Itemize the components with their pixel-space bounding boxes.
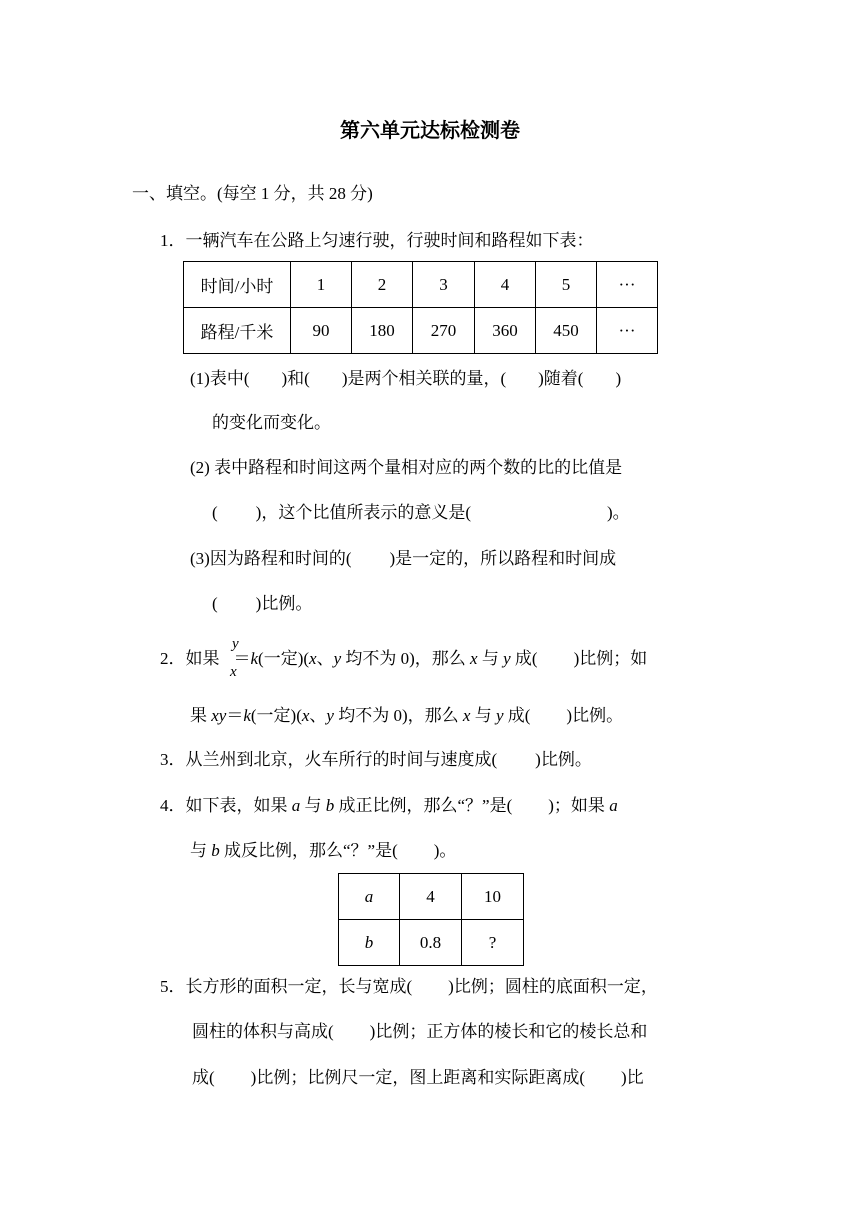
text-run: (1)表中( <box>190 369 250 388</box>
table-cell: a <box>339 874 400 920</box>
text-run: 成反比例，那么“？”是( <box>219 841 398 860</box>
text-run: 与 <box>190 841 212 860</box>
fraction-denominator: x <box>230 664 237 680</box>
table-row <box>184 262 658 308</box>
text-run: 与 <box>477 649 504 668</box>
table-cell: 时间/小时 <box>184 262 291 308</box>
q3-line <box>160 749 592 771</box>
q4-line2 <box>190 840 456 862</box>
q1-part3-line1 <box>190 548 616 570</box>
table-cell: ··· <box>597 262 658 308</box>
variable: y <box>495 706 504 725</box>
text-run: (一定)( <box>258 649 310 668</box>
table-cell: 1 <box>291 262 352 308</box>
text-run: ＝ <box>233 649 251 668</box>
q1-part2-line2 <box>212 502 630 524</box>
table-cell: 3 <box>413 262 475 308</box>
text-run: ) <box>615 369 622 388</box>
text-run: 成( <box>510 649 538 668</box>
text-run: )是一定的，所以路程和时间成 <box>389 549 617 568</box>
table-cell: 0.8 <box>400 920 462 966</box>
q1-table <box>183 261 658 354</box>
text-run: 与 <box>470 706 496 725</box>
text-run: 、 <box>309 706 327 725</box>
text-run: 果 <box>190 706 212 725</box>
text-run: 、 <box>316 649 334 668</box>
table-cell: 路程/千米 <box>184 308 291 354</box>
text-run: )。 <box>433 841 457 860</box>
q1-part3-line2 <box>212 593 312 615</box>
text-run: 5．长方形的面积一定，长与宽成( <box>160 977 413 996</box>
section-heading: 一、填空。(每空 1 分，共 28 分) <box>132 184 373 203</box>
text-run: )比例。 <box>535 750 592 769</box>
text-run: )，这个比值所表示的意义是( <box>255 503 471 522</box>
text-run: 2．如果 <box>160 649 220 668</box>
variable: y <box>503 649 511 668</box>
table-row <box>184 308 658 354</box>
table-row <box>339 874 524 920</box>
variable: b <box>325 796 335 815</box>
table-cell: 4 <box>475 262 536 308</box>
q1-part1-line1 <box>190 368 621 390</box>
q2-line1 <box>160 648 647 670</box>
q2-line2 <box>190 705 623 727</box>
q1-part2-line1: (2) 表中路程和时间这两个量相对应的两个数的比的比值是 <box>190 458 623 477</box>
text-run: 与 <box>300 796 326 815</box>
table-row <box>339 920 524 966</box>
text-run: )比例。 <box>255 594 313 613</box>
text-run: )比例。 <box>566 706 624 725</box>
variable: a <box>609 796 618 815</box>
text-run: (一定)( <box>250 706 302 725</box>
q4-line1 <box>160 795 618 817</box>
table-cell: 360 <box>475 308 536 354</box>
table-cell: 2 <box>352 262 413 308</box>
text-run: )比例；正方体的棱长和它的棱长总和 <box>369 1022 648 1041</box>
table-cell: 180 <box>352 308 413 354</box>
table-cell: b <box>339 920 400 966</box>
text-run: )比例；比例尺一定，图上距离和实际距离成( <box>250 1068 585 1087</box>
text-run: )比 <box>621 1068 644 1087</box>
text-run: 成正比例，那么“？”是( <box>334 796 513 815</box>
variable: b <box>211 841 220 860</box>
variable: x <box>301 706 310 725</box>
text-run: 均不为 0)，那么 <box>341 649 471 668</box>
variable: a <box>291 796 301 815</box>
text-run: )是两个相关联的量，( <box>341 369 507 388</box>
q5-line2 <box>192 1021 647 1043</box>
text-run: 成( <box>192 1068 215 1087</box>
text-run: ( <box>212 594 218 613</box>
text-run: )随着( <box>538 369 584 388</box>
q5-line1 <box>160 976 658 998</box>
text-run: 成( <box>503 706 531 725</box>
variable: k <box>243 706 251 725</box>
text-run: )比例；如 <box>573 649 648 668</box>
table-cell: 450 <box>536 308 597 354</box>
variable: xy <box>211 706 227 725</box>
fraction-numerator: y <box>232 636 239 652</box>
variable: x <box>309 649 317 668</box>
text-run: 圆柱的体积与高成( <box>192 1022 334 1041</box>
text-run: ＝ <box>226 706 244 725</box>
table-cell: 5 <box>536 262 597 308</box>
text-run: ( <box>212 503 218 522</box>
variable: x <box>470 649 478 668</box>
table-cell: 270 <box>413 308 475 354</box>
q1-part1-line2: 的变化而变化。 <box>212 413 331 432</box>
table-cell: 4 <box>400 874 462 920</box>
text-run: 均不为 0)，那么 <box>333 706 463 725</box>
q4-table <box>338 873 524 966</box>
text-run: )。 <box>607 503 630 522</box>
table-cell: 90 <box>291 308 352 354</box>
variable: x <box>462 706 471 725</box>
table-cell: ··· <box>597 308 658 354</box>
text-run: )和( <box>281 369 310 388</box>
variable: k <box>250 649 259 668</box>
text-run: )比例；圆柱的底面积一定， <box>448 977 658 996</box>
variable: y <box>326 706 334 725</box>
table-cell: ? <box>462 920 524 966</box>
text-run: 4．如下表，如果 <box>160 796 292 815</box>
text-run: )；如果 <box>548 796 610 815</box>
q1-stem: 1．一辆汽车在公路上匀速行驶，行驶时间和路程如下表： <box>160 231 594 250</box>
table-cell: 10 <box>462 874 524 920</box>
q5-line3 <box>192 1067 644 1089</box>
text-run: 3．从兰州到北京，火车所行的时间与速度成( <box>160 750 498 769</box>
page-title: 第六单元达标检测卷 <box>340 120 520 142</box>
text-run: (3)因为路程和时间的( <box>190 549 352 568</box>
variable: y <box>333 649 342 668</box>
